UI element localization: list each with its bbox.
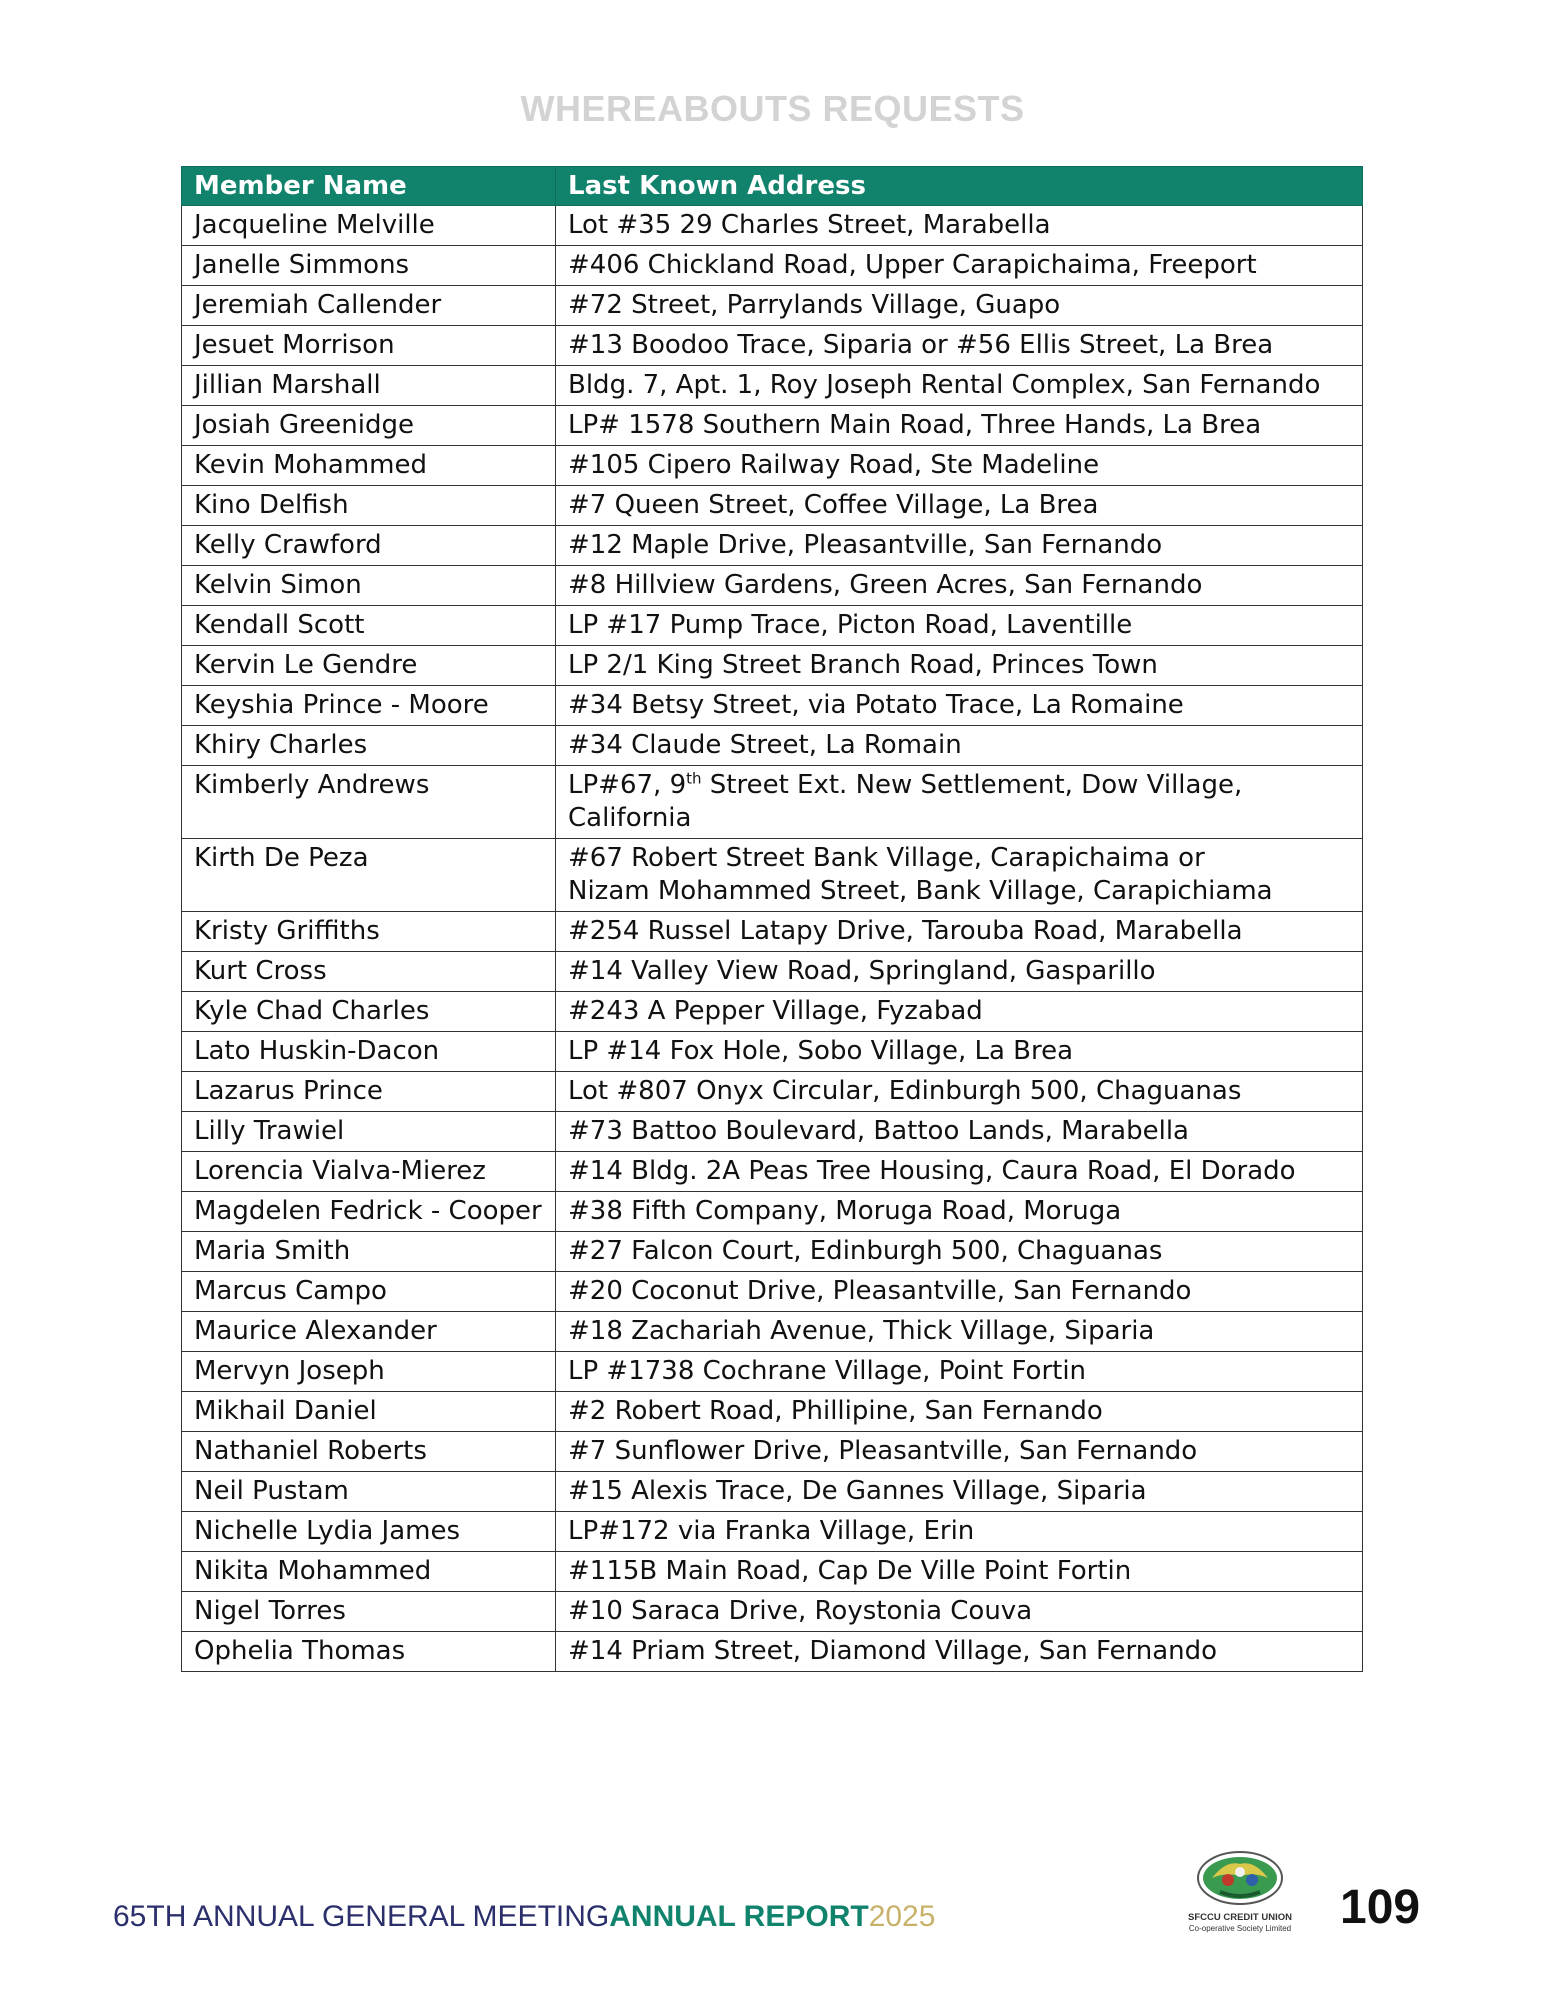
member-name-cell: Kevin Mohammed xyxy=(182,446,556,486)
table-row xyxy=(182,366,1363,406)
address-cell: LP 2/1 King Street Branch Road, Princes Town xyxy=(556,646,1363,686)
page-number: 109 xyxy=(1340,1881,1421,1934)
table-row xyxy=(182,646,1363,686)
table-header-row xyxy=(182,167,1363,206)
table-row xyxy=(182,1432,1363,1472)
table-row xyxy=(182,766,1363,839)
member-name-cell: Magdelen Fedrick - Cooper xyxy=(182,1192,556,1232)
address-cell: #14 Bldg. 2A Peas Tree Housing, Caura Road, El Dorado xyxy=(556,1152,1363,1192)
table-row xyxy=(182,686,1363,726)
member-name-cell: Jillian Marshall xyxy=(182,366,556,406)
member-name-cell: Jesuet Morrison xyxy=(182,326,556,366)
table-row xyxy=(182,1632,1363,1672)
address-cell xyxy=(556,766,1363,839)
address-cell: LP #1738 Cochrane Village, Point Fortin xyxy=(556,1352,1363,1392)
address-cell: LP #17 Pump Trace, Picton Road, Laventille xyxy=(556,606,1363,646)
address-cell: #12 Maple Drive, Pleasantville, San Fernando xyxy=(556,526,1363,566)
table-row xyxy=(182,1192,1363,1232)
table-row xyxy=(182,992,1363,1032)
column-header-member-name: Member Name xyxy=(182,167,556,206)
member-name-cell: Kyle Chad Charles xyxy=(182,992,556,1032)
address-cell: #105 Cipero Railway Road, Ste Madeline xyxy=(556,446,1363,486)
credit-union-logo xyxy=(1160,1850,1320,1940)
address-cell: #115B Main Road, Cap De Ville Point Fortin xyxy=(556,1552,1363,1592)
address-text: Street Ext. New Settlement, Dow Village, California xyxy=(568,770,1243,833)
table-row xyxy=(182,1312,1363,1352)
member-name-cell: Josiah Greenidge xyxy=(182,406,556,446)
table-row xyxy=(182,1232,1363,1272)
table-row xyxy=(182,1032,1363,1072)
member-name-cell: Jeremiah Callender xyxy=(182,286,556,326)
table-row xyxy=(182,839,1363,912)
member-name-cell: Maurice Alexander xyxy=(182,1312,556,1352)
member-name-cell: Nikita Mohammed xyxy=(182,1552,556,1592)
ordinal-suffix: th xyxy=(686,769,702,788)
table-row xyxy=(182,566,1363,606)
address-cell: #2 Robert Road, Phillipine, San Fernando xyxy=(556,1392,1363,1432)
table-row xyxy=(182,206,1363,246)
member-name-cell: Kelvin Simon xyxy=(182,566,556,606)
address-line: Nizam Mohammed Street, Bank Village, Carapichiama xyxy=(568,876,1273,906)
address-cell: #10 Saraca Drive, Roystonia Couva xyxy=(556,1592,1363,1632)
table-row xyxy=(182,1272,1363,1312)
table-row xyxy=(182,326,1363,366)
member-name-cell: Lorencia Vialva-Mierez xyxy=(182,1152,556,1192)
member-name-cell: Khiry Charles xyxy=(182,726,556,766)
logo-subtitle: Co-operative Society Limited xyxy=(1188,1924,1292,1933)
table-row xyxy=(182,1392,1363,1432)
address-cell: LP#172 via Franka Village, Erin xyxy=(556,1512,1363,1552)
member-name-cell: Lato Huskin-Dacon xyxy=(182,1032,556,1072)
member-name-cell: Jacqueline Melville xyxy=(182,206,556,246)
footer-report-title xyxy=(113,1900,935,1934)
address-cell: #254 Russel Latapy Drive, Tarouba Road, Marabella xyxy=(556,912,1363,952)
whereabouts-table-container xyxy=(181,166,1362,1672)
table-row xyxy=(182,1152,1363,1192)
footer-report-label: ANNUAL REPORT xyxy=(609,1900,869,1933)
table-row xyxy=(182,446,1363,486)
logo-caption xyxy=(1160,1912,1320,1934)
member-name-cell: Janelle Simmons xyxy=(182,246,556,286)
member-name-cell: Kristy Griffiths xyxy=(182,912,556,952)
table-row xyxy=(182,952,1363,992)
address-cell: #14 Priam Street, Diamond Village, San Fernando xyxy=(556,1632,1363,1672)
address-cell xyxy=(556,839,1363,912)
column-header-last-known-address: Last Known Address xyxy=(556,167,1363,206)
whereabouts-table xyxy=(181,166,1363,1672)
member-name-cell: Marcus Campo xyxy=(182,1272,556,1312)
address-cell: #38 Fifth Company, Moruga Road, Moruga xyxy=(556,1192,1363,1232)
address-cell: #7 Sunflower Drive, Pleasantville, San Fernando xyxy=(556,1432,1363,1472)
address-cell: Bldg. 7, Apt. 1, Roy Joseph Rental Complex, San Fernando xyxy=(556,366,1363,406)
address-cell: #27 Falcon Court, Edinburgh 500, Chaguanas xyxy=(556,1232,1363,1272)
member-name-cell: Mervyn Joseph xyxy=(182,1352,556,1392)
address-cell: #8 Hillview Gardens, Green Acres, San Fernando xyxy=(556,566,1363,606)
member-name-cell: Nigel Torres xyxy=(182,1592,556,1632)
table-row xyxy=(182,526,1363,566)
member-name-cell: Kurt Cross xyxy=(182,952,556,992)
table-row xyxy=(182,246,1363,286)
address-cell: #14 Valley View Road, Springland, Gasparillo xyxy=(556,952,1363,992)
member-name-cell: Ophelia Thomas xyxy=(182,1632,556,1672)
member-name-cell: Lazarus Prince xyxy=(182,1072,556,1112)
member-name-cell: Maria Smith xyxy=(182,1232,556,1272)
table-row xyxy=(182,1592,1363,1632)
address-cell: #406 Chickland Road, Upper Carapichaima, Freeport xyxy=(556,246,1363,286)
table-row xyxy=(182,1512,1363,1552)
logo-name: SFCCU CREDIT UNION xyxy=(1188,1912,1292,1923)
credit-union-globe-logo-icon xyxy=(1160,1850,1320,1912)
address-cell: #243 A Pepper Village, Fyzabad xyxy=(556,992,1363,1032)
address-cell: LP# 1578 Southern Main Road, Three Hands, La Brea xyxy=(556,406,1363,446)
footer-year-label: 2025 xyxy=(868,1900,936,1933)
table-row xyxy=(182,726,1363,766)
table-row xyxy=(182,486,1363,526)
member-name-cell: Kelly Crawford xyxy=(182,526,556,566)
address-cell: #72 Street, Parrylands Village, Guapo xyxy=(556,286,1363,326)
member-name-cell: Kervin Le Gendre xyxy=(182,646,556,686)
address-cell: #34 Betsy Street, via Potato Trace, La Romaine xyxy=(556,686,1363,726)
member-name-cell: Kendall Scott xyxy=(182,606,556,646)
member-name-cell: Nathaniel Roberts xyxy=(182,1432,556,1472)
member-name-cell: Nichelle Lydia James xyxy=(182,1512,556,1552)
member-name-cell: Kimberly Andrews xyxy=(182,766,556,839)
table-row xyxy=(182,1552,1363,1592)
address-text: LP#67, 9 xyxy=(568,770,687,800)
table-row xyxy=(182,1072,1363,1112)
address-cell: #15 Alexis Trace, De Gannes Village, Siparia xyxy=(556,1472,1363,1512)
address-cell: #18 Zachariah Avenue, Thick Village, Siparia xyxy=(556,1312,1363,1352)
page-title: WHEREABOUTS REQUESTS xyxy=(520,88,1025,129)
footer-meeting-label: 65TH ANNUAL GENERAL MEETING xyxy=(113,1900,610,1933)
table-row xyxy=(182,406,1363,446)
table-row xyxy=(182,286,1363,326)
table-row xyxy=(182,1112,1363,1152)
address-cell: Lot #807 Onyx Circular, Edinburgh 500, Chaguanas xyxy=(556,1072,1363,1112)
table-row xyxy=(182,606,1363,646)
address-cell: Lot #35 29 Charles Street, Marabella xyxy=(556,206,1363,246)
address-cell: #34 Claude Street, La Romain xyxy=(556,726,1363,766)
address-cell: #20 Coconut Drive, Pleasantville, San Fernando xyxy=(556,1272,1363,1312)
member-name-cell: Kino Delfish xyxy=(182,486,556,526)
address-cell: #7 Queen Street, Coffee Village, La Brea xyxy=(556,486,1363,526)
member-name-cell: Lilly Trawiel xyxy=(182,1112,556,1152)
member-name-cell: Mikhail Daniel xyxy=(182,1392,556,1432)
member-name-cell: Neil Pustam xyxy=(182,1472,556,1512)
table-row xyxy=(182,1352,1363,1392)
address-line: #67 Robert Street Bank Village, Carapichaima or xyxy=(568,843,1205,873)
member-name-cell: Keyshia Prince - Moore xyxy=(182,686,556,726)
address-cell: #13 Boodoo Trace, Siparia or #56 Ellis Street, La Brea xyxy=(556,326,1363,366)
address-cell: LP #14 Fox Hole, Sobo Village, La Brea xyxy=(556,1032,1363,1072)
address-cell: #73 Battoo Boulevard, Battoo Lands, Marabella xyxy=(556,1112,1363,1152)
table-row xyxy=(182,912,1363,952)
table-row xyxy=(182,1472,1363,1512)
member-name-cell: Kirth De Peza xyxy=(182,839,556,912)
